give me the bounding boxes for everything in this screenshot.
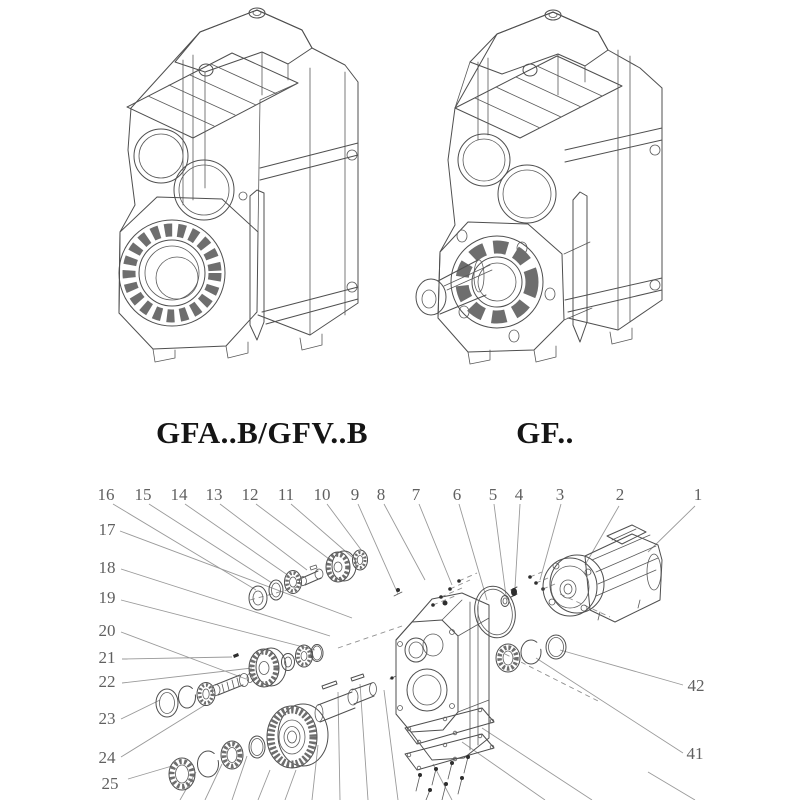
callout-15: 15	[134, 485, 152, 504]
callout-8: 8	[376, 485, 386, 504]
caption-right-model: GF..	[516, 415, 574, 450]
shaft-keys	[322, 674, 364, 689]
gearbox-drawing-gfa-b	[119, 8, 358, 362]
leader-lines-top	[113, 504, 695, 600]
leader-lines-right	[536, 650, 683, 753]
callout-4: 4	[514, 485, 524, 504]
callout-42: 42	[687, 676, 705, 695]
front-face-octagon	[119, 197, 258, 349]
gearbox-drawing-gf	[416, 10, 662, 364]
callout-23: 23	[98, 709, 116, 728]
callout-numbers-right	[687, 676, 705, 763]
exploded-view	[98, 485, 705, 800]
callout-25: 25	[101, 774, 119, 793]
cover-bolts	[416, 755, 470, 800]
callout-numbers-top	[98, 485, 703, 504]
callout-13: 13	[205, 485, 223, 504]
motor-side-small-parts	[470, 572, 566, 672]
callout-11: 11	[277, 485, 295, 504]
callout-3: 3	[555, 485, 565, 504]
callout-10: 10	[313, 485, 331, 504]
leader-lines-bottom-cut	[180, 684, 695, 800]
callout-17: 17	[98, 520, 116, 539]
callout-24: 24	[98, 748, 116, 767]
callout-19: 19	[98, 588, 116, 607]
callout-20: 20	[98, 621, 116, 640]
callout-21: 21	[98, 648, 116, 667]
hollow-shaft-bearing	[119, 220, 225, 326]
callout-2: 2	[615, 485, 625, 504]
callout-18: 18	[98, 558, 116, 577]
callout-1: 1	[693, 485, 703, 504]
cooling-fins-left	[127, 53, 298, 138]
cooling-fins-right	[455, 56, 622, 138]
callout-22: 22	[98, 672, 116, 691]
callout-12: 12	[241, 485, 259, 504]
motor	[543, 525, 662, 622]
gasket-and-cover	[405, 708, 494, 770]
callout-7: 7	[411, 485, 421, 504]
callout-numbers-left	[99, 520, 119, 793]
callout-9: 9	[350, 485, 360, 504]
callout-14: 14	[170, 485, 188, 504]
intermediate-shaft-parts	[156, 645, 323, 718]
flange-screws	[394, 573, 477, 607]
callout-41: 41	[686, 744, 704, 763]
callout-5: 5	[488, 485, 498, 504]
callout-6: 6	[452, 485, 462, 504]
terminal-box	[607, 525, 646, 544]
input-bores-right	[458, 134, 556, 223]
callout-16: 16	[97, 485, 115, 504]
caption-left-model: GFA..B/GFV..B	[155, 415, 369, 450]
